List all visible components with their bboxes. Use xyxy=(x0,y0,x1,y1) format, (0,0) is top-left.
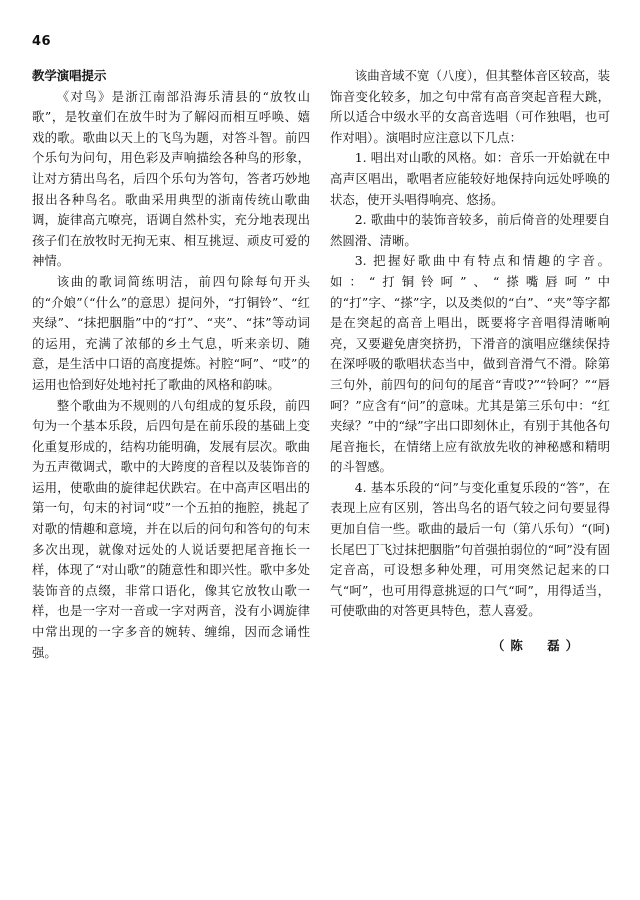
section-heading: 教学演唱提示 xyxy=(32,68,107,83)
paragraph-structure: 整个歌曲为不规则的八句组成的复乐段，前四句为一个基本乐段，后四句是在前乐段的基础上变化重复形成的，结构功能明确，发展有层次。歌曲为五声徵调式，歌中的大跨度的音程以及装饰音的运用，使歌曲的旋律起伏跌宕。在中高声区唱出的第一句，句末的衬词“哎”一个五拍的拖腔，挑起了对歌的情趣和意境，并在以后的问句和答句的句末多次出现，就像对远处的人说话要把尾音拖长一样，体现了“对山歌”的随意性和即兴性。歌中多处装饰音的点缀，非常口语化，像其它放牧山歌一样，也是一字对一音或一字对两音，没有小调旋律中常出现的一字多音的婉转、缠绵，因而念诵性强。 xyxy=(32,397,310,660)
paragraph-point-1: 1. 唱出对山歌的风格。如：音乐一开始就在中高声区唱出，歌唱者应能较好地保持向远处呼唤的状态，使开头唱得响亮、悠扬。 xyxy=(330,150,610,207)
author-signature: （陈 磊） xyxy=(492,638,584,654)
paragraph-point-4: 4. 基本乐段的“问”与变化重复乐段的“答”，在表现上应有区别，答出鸟名的语气较之问句要显得更加自信一些。歌曲的最后一句（第八乐句）“(呵)长尾巴丁飞过抹把胭脂”句首强拍弱位的“呵”没有固定音高，可设想多种处理，可用突然记起来的口气“呵”，也可用得意挑逗的口气“呵”，用得适当，可使歌曲的对答更具特色，惹人喜爱。 xyxy=(330,479,610,619)
paragraph-point-2: 2. 歌曲中的装饰音较多，前后倚音的处理要自然圆滑、清晰。 xyxy=(330,212,610,248)
page-number: 46 xyxy=(32,34,52,49)
paragraph-lyrics: 该曲的歌词简练明洁，前四句除每句开头的“介娘”（“什么”的意思）提问外，“打铜铃”、“红夹绿”、“抹把胭脂”中的“打”、“夹”、“抹”等动词的运用，充满了浓郁的乡土气息，听来亲切、随意，是生活中口语的高度提炼。衬腔“呵”、“哎”的运用也恰到好处地衬托了歌曲的风格和韵味。 xyxy=(32,273,310,392)
paragraph-range: 该曲音域不宽（八度），但其整体音区较高，装饰音变化较多，加之句中常有高音突起音程大跳，所以适合中级水平的女高音选唱（可作独唱，也可作对唱）。演唱时应注意以下几点： xyxy=(330,68,610,145)
right-column xyxy=(330,66,610,657)
paragraph-point-3: 3. 把握好歌曲中有特点和情趣的字音。如：“打铜铃呵”、“搽嘴唇呵”中的“打”字、“搽”字，以及类似的“白”、“夹”等字都是在突起的高音上唱出，既要将字音唱得清晰响亮，又要避免唐突挤扔，下滑音的演唱应继续保持在深呼吸的歌唱状态当中，做到音滑气不滑。除第三句外，前四句的问句的尾音“青哎?”“铃呵？”“唇呵？”应含有“问”的意味。尤其是第三乐句中：“红夹绿？”中的“绿”字出口即刻休止，有别于其他各句尾音拖长，在情绪上应有欲放先收的神秘感和精明的斗智感。 xyxy=(330,253,610,475)
left-column xyxy=(32,66,310,663)
paragraph-intro: 《对鸟》是浙江南部沿海乐清县的“放牧山歌”，是牧童们在放牛时为了解闷而相互呼唤、嬉戏的歌。歌曲以天上的飞鸟为题，对答斗智。前四个乐句为问句，用色彩及声响描绘各种鸟的形象，让对方猜出鸟名，后四个乐句为答句，答者巧妙地报出各种鸟名。歌曲采用典型的浙南传统山歌曲调，旋律高亢嘹亮，语调自然朴实，充分地表现出孩子们在放牧时无拘无束、相互挑逗、顽皮可爱的神情。 xyxy=(32,88,310,269)
